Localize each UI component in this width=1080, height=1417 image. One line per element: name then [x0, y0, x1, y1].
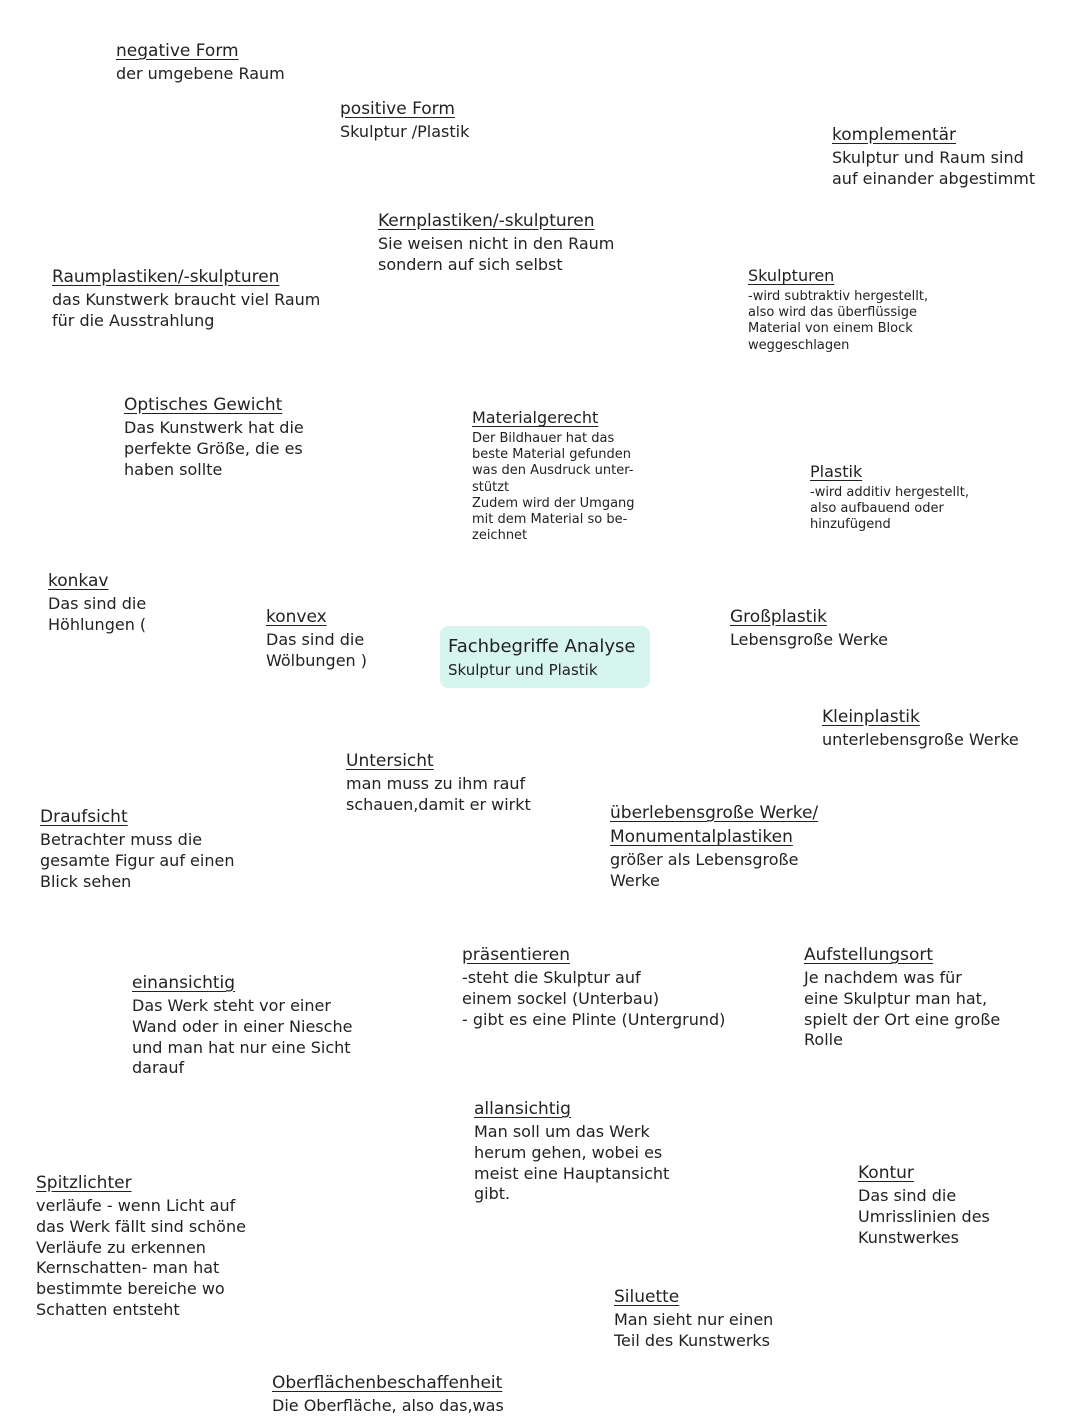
concept-silhouette [614, 1286, 773, 1352]
term-title: Raumplastiken/-skulpturen [52, 267, 280, 287]
central-topic-box [440, 626, 650, 688]
term-description: unterlebensgroße Werke [822, 730, 1019, 750]
central-topic-title: Fachbegriffe Analyse [448, 635, 636, 657]
term-description: Je nachdem was für eine Skulptur man hat, spielt der Ort eine große Rolle [804, 968, 1001, 1050]
term-description: -wird subtraktiv hergestellt, also wird das überflüssige Material von einem Block weggeschlagen [748, 288, 929, 353]
term-title: präsentieren [462, 945, 570, 965]
term-title: Untersicht [346, 751, 434, 771]
term-description: verläufe - wenn Licht auf das Werk fällt sind schöne Verläufe zu erkennen Kernschatten- man hat bestimmte bereiche wo Schatten entsteht [36, 1196, 246, 1320]
term-description: man muss zu ihm rauf schauen,damit er wirkt [346, 774, 531, 814]
concept-skulpturen [748, 266, 928, 354]
concept-allansichtig [474, 1098, 669, 1205]
term-description: Das sind die Höhlungen ( [48, 594, 147, 634]
concept-einansichtig [132, 972, 352, 1079]
concept-optisches-gewicht [124, 394, 304, 480]
concept-ueberlebensgross [610, 802, 818, 892]
concept-kleinplastik [822, 706, 1019, 751]
term-description: Sie weisen nicht in den Raum sondern auf sich selbst [378, 234, 615, 274]
term-description: das Kunstwerk braucht viel Raum für die Ausstrahlung [52, 290, 321, 330]
term-title: Materialgerecht [472, 408, 599, 427]
term-title: Kleinplastik [822, 707, 920, 727]
term-title: Spitzlichter [36, 1173, 132, 1193]
term-title: konkav [48, 571, 109, 591]
concept-oberflaeche [272, 1372, 504, 1417]
concept-grossplastik [730, 606, 888, 651]
term-description: -wird additiv hergestellt, also aufbauend oder hinzufügend [810, 484, 969, 533]
term-title: Kontur [858, 1163, 914, 1183]
term-title: negative Form [116, 41, 239, 61]
term-title: Kernplastiken/-skulpturen [378, 211, 595, 231]
term-title: Aufstellungsort [804, 945, 934, 965]
concept-materialgerecht [472, 408, 635, 545]
concept-draufsicht [40, 806, 234, 892]
term-title: Draufsicht [40, 807, 128, 827]
concept-plastik [810, 462, 969, 534]
term-title-secondary: Monumentalplastiken [610, 827, 793, 848]
central-topic-subtitle: Skulptur und Plastik [448, 660, 598, 679]
concept-spitzlichter [36, 1172, 246, 1321]
term-title: einansichtig [132, 973, 236, 993]
term-description: Betrachter muss die gesamte Figur auf einen Blick sehen [40, 830, 235, 891]
term-title: konvex [266, 607, 327, 627]
term-title: Siluette [614, 1287, 680, 1307]
term-title: Oberflächenbeschaffenheit [272, 1373, 503, 1393]
term-description: Skulptur /Plastik [340, 122, 470, 142]
term-description: Der Bildhauer hat das beste Material gefunden was den Ausdruck unter- stützt Zudem wird der Umgang mit dem Material so be- zeichnet [472, 430, 635, 544]
concept-kernplastiken [378, 210, 614, 276]
term-description: Lebensgroße Werke [730, 630, 888, 650]
concept-negative-form [116, 40, 285, 85]
term-title: komplementär [832, 125, 957, 145]
concept-positive-form [340, 98, 469, 143]
term-description: Skulptur und Raum sind auf einander abgestimmt [832, 148, 1036, 188]
term-description: -steht die Skulptur auf einem sockel (Unterbau) - gibt es eine Plinte (Untergrund) [462, 968, 726, 1029]
term-title: Plastik [810, 462, 863, 481]
concept-konvex [266, 606, 367, 672]
term-description: Das Kunstwerk hat die perfekte Größe, die es haben sollte [124, 418, 304, 479]
term-description: Das sind die Wölbungen ) [266, 630, 368, 670]
concept-aufstellungsort [804, 944, 1000, 1051]
term-description: Die Oberfläche, also das,was [272, 1396, 504, 1416]
term-description: Man soll um das Werk herum gehen, wobei es meist eine Hauptansicht gibt. [474, 1122, 670, 1204]
term-description: Man sieht nur einen Teil des Kunstwerks [614, 1310, 774, 1350]
concept-untersicht [346, 750, 531, 816]
term-description: Das sind die Umrisslinien des Kunstwerkes [858, 1186, 990, 1247]
term-title: Großplastik [730, 607, 827, 627]
concept-kontur [858, 1162, 990, 1248]
term-title: Skulpturen [748, 266, 835, 285]
concept-raumplastiken [52, 266, 320, 332]
term-description: größer als Lebensgroße Werke [610, 850, 799, 890]
concept-praesentieren [462, 944, 725, 1030]
concept-komplementaer [832, 124, 1035, 190]
term-title: Optisches Gewicht [124, 395, 283, 415]
concept-konkav [48, 570, 146, 636]
term-title: überlebensgroße Werke/ [610, 803, 819, 823]
term-title: positive Form [340, 99, 455, 119]
term-title: allansichtig [474, 1099, 571, 1119]
term-description: Das Werk steht vor einer Wand oder in einer Niesche und man hat nur eine Sicht darauf [132, 996, 353, 1078]
term-description: der umgebene Raum [116, 64, 285, 84]
